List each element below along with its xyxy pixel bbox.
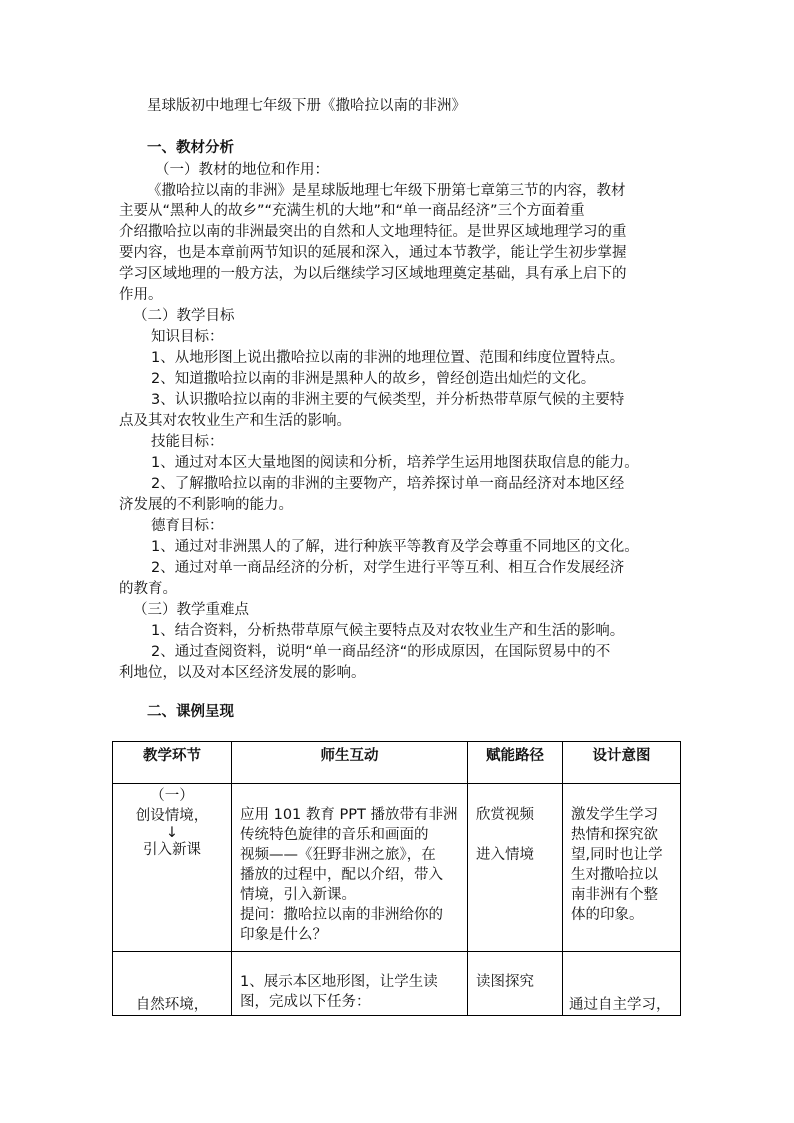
subheading-1: （一）教材的地位和作用：: [155, 162, 329, 178]
paragraph-line: 主要从“黑种人的故乡”“充满生机的大地”和“单一商品经济”三个方面着重: [119, 203, 585, 219]
intent-cell: [563, 952, 681, 1016]
document-title: 星球版初中地理七年级下册《撒哈拉以南的非洲》: [147, 98, 466, 114]
paragraph-line: 介绍撒哈拉以南的非洲最突出的自然和人文地理特征。是世界区域地理学习的重: [119, 224, 627, 240]
lesson-table: [112, 741, 681, 1016]
stage-cell: [113, 952, 232, 1016]
interaction-line: 传统特色旋律的音乐和画面的: [240, 827, 429, 843]
table-header-row: [113, 742, 681, 784]
intent-line: 热情和探究欲: [571, 827, 658, 843]
objective-line: 的教育。: [119, 581, 177, 597]
intent-line: 生对撒哈拉以: [571, 867, 658, 883]
stage-subtitle: 引入新课: [143, 842, 201, 858]
interaction-line: 印象是什么？: [240, 927, 327, 943]
interaction-line: 图，完成以下任务：: [240, 994, 371, 1010]
objective-line: 点及其对农牧业生产和生活的影响。: [119, 413, 351, 429]
interaction-line: 应用 101 教育 PPT 播放带有非洲: [240, 807, 458, 823]
subheading-2: （二）教学目标: [133, 308, 235, 324]
interaction-cell: [232, 784, 468, 952]
stage-title: 自然环境，: [135, 997, 209, 1013]
difficulty-line: 利地位，以及对本区经济发展的影响。: [119, 665, 366, 681]
subheading-3: （三）教学重难点: [133, 602, 249, 618]
difficulty-line: 1、结合资料，分析热带草原气候主要特点及对农牧业生产和生活的影响。: [151, 623, 625, 639]
section-heading-2: 二、课例呈现: [147, 704, 234, 720]
path-line: 欣赏视频: [476, 807, 534, 823]
objective-line: 1、从地形图上说出撒哈拉以南的非洲的地理位置、范围和纬度位置特点。: [151, 350, 625, 366]
table-row: [113, 952, 681, 1016]
intent-line: 望,同时也让学: [571, 847, 663, 863]
moral-label: 德育目标：: [151, 518, 224, 534]
path-cell: [468, 784, 563, 952]
interaction-line: 播放的过程中，配以介绍，带入: [240, 867, 443, 883]
stage-title: 创设情境，: [135, 808, 209, 824]
paragraph-line: 要内容，也是本章前两节知识的延展和深入，通过本节教学，能让学生初步掌握: [119, 245, 627, 261]
objective-line: 3、认识撒哈拉以南的非洲主要的气候类型，并分析热带草原气候的主要特: [151, 392, 625, 408]
skill-label: 技能目标：: [151, 434, 224, 450]
objective-line: 2、了解撒哈拉以南的非洲的主要物产，培养探讨单一商品经济对本地区经: [151, 476, 625, 492]
paragraph-line: 《撒哈拉以南的非洲》是星球版地理七年级下册第七章第三节的内容，教材: [147, 183, 626, 199]
interaction-line: 1、展示本区地形图，让学生读: [240, 974, 438, 990]
paragraph-line: 作用。: [119, 287, 163, 303]
interaction-line: 提问：撒哈拉以南的非洲给你的: [240, 907, 443, 923]
down-arrow-icon: ↓: [165, 825, 179, 841]
interaction-cell: [232, 952, 468, 1016]
path-line: 进入情境: [476, 847, 534, 863]
column-header-path: 赋能路径: [468, 742, 563, 784]
objective-line: 2、知道撒哈拉以南的非洲是黑种人的故乡，曾经创造出灿烂的文化。: [151, 371, 596, 387]
knowledge-label: 知识目标：: [151, 329, 224, 345]
table-row: [113, 784, 681, 952]
intent-line: 激发学生学习: [571, 807, 658, 823]
column-header-interaction: 师生互动: [232, 742, 468, 784]
path-line: 读图探究: [476, 974, 534, 990]
intent-line: 体的印象。: [571, 907, 644, 923]
column-header-stage: 教学环节: [113, 742, 232, 784]
interaction-line: 视频——《狂野非洲之旅》，在: [240, 847, 436, 863]
intent-cell: [563, 784, 681, 952]
intent-line: 通过自主学习，: [569, 997, 671, 1013]
column-header-intent: 设计意图: [563, 742, 681, 784]
path-cell: [468, 952, 563, 1016]
intent-line: 南非洲有个整: [571, 887, 658, 903]
interaction-line: 情境，引入新课。: [240, 887, 356, 903]
objective-line: 2、通过对单一商品经济的分析，对学生进行平等互利、相互合作发展经济: [151, 560, 625, 576]
objective-line: 济发展的不利影响的能力。: [119, 497, 293, 513]
objective-line: 1、通过对本区大量地图的阅读和分析，培养学生运用地图获取信息的能力。: [151, 455, 639, 471]
section-heading-1: 一、教材分析: [147, 140, 234, 156]
stage-cell: [113, 784, 232, 952]
stage-number: （一）: [150, 788, 194, 804]
paragraph-line: 学习区域地理的一般方法，为以后继续学习区域地理奠定基础，具有承上启下的: [119, 266, 627, 282]
objective-line: 1、通过对非洲黑人的了解，进行种族平等教育及学会尊重不同地区的文化。: [151, 539, 639, 555]
difficulty-line: 2、通过查阅资料，说明“单一商品经济“的形成原因，在国际贸易中的不: [151, 644, 611, 660]
